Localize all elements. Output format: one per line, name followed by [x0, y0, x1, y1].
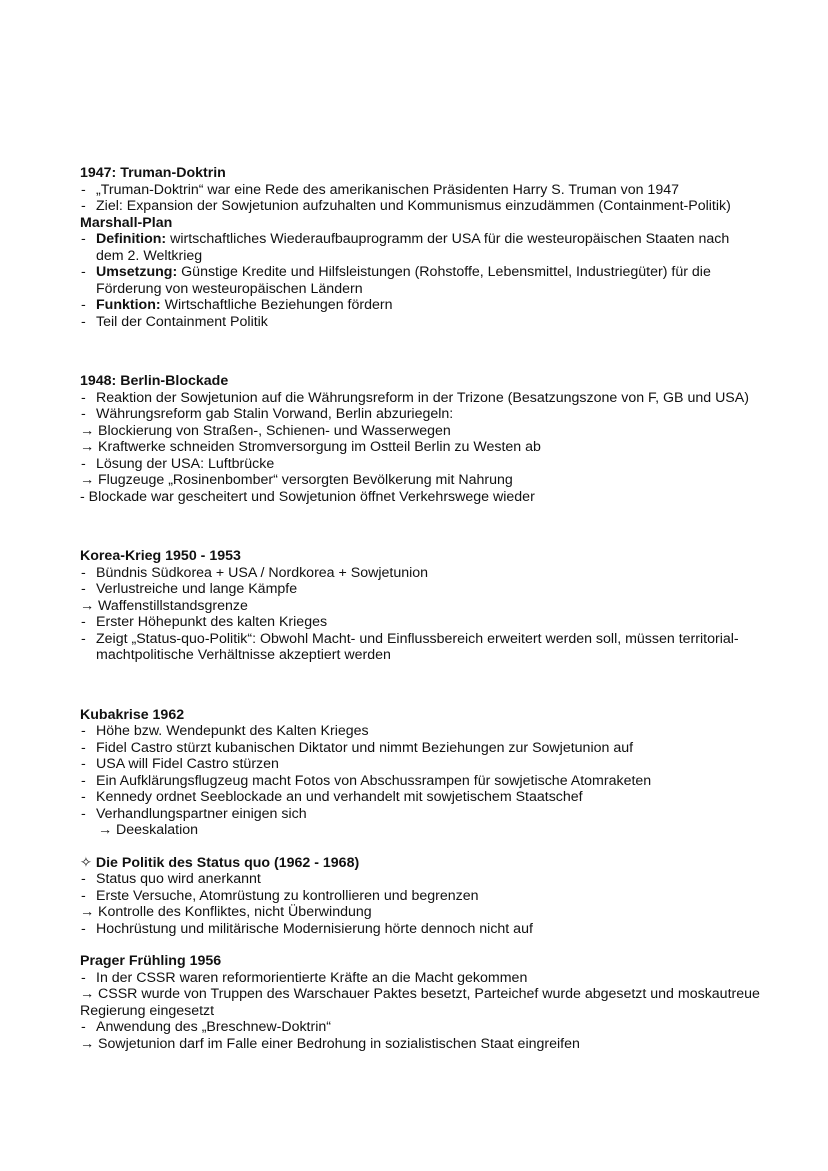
arrow-icon: →: [80, 422, 95, 439]
document-body: [80, 165, 760, 1052]
section-heading: 1948: Berlin-Blockade: [80, 373, 229, 389]
arrow-icon: →: [80, 472, 95, 488]
dash-marker: -: [81, 313, 86, 330]
item-text: Reaktion der Sowjetunion auf die Währungsreform in der Trizone (Besatzungszone von F, GB und USA): [96, 389, 749, 406]
dash-marker: -: [81, 805, 86, 822]
list-item: [80, 806, 760, 823]
list-item: [80, 888, 760, 905]
list-item: [80, 904, 760, 921]
list-item: [80, 406, 760, 423]
arrow-icon: →: [80, 904, 95, 920]
spacer: [80, 505, 760, 548]
list-item: [80, 456, 760, 473]
item-text: Kraftwerke schneiden Stromversorgung im Ostteil Berlin zu Westen ab: [98, 439, 541, 455]
item-text: USA will Fidel Castro stürzen: [96, 756, 279, 772]
list-item: [80, 723, 760, 740]
item-text: Anwendung des „Breschnew-Doktrin“: [96, 1019, 331, 1035]
item-label: Funktion:: [96, 297, 161, 313]
dash-marker: -: [81, 969, 86, 986]
item-label: Umsetzung:: [96, 264, 178, 280]
arrow-icon: →: [80, 1035, 95, 1052]
item-text: - Blockade war gescheitert und Sowjetunion öffnet Verkehrswege wieder: [80, 488, 535, 505]
item-text: Erste Versuche, Atomrüstung zu kontrollieren und begrenzen: [96, 887, 479, 904]
item-text: Verlustreiche und lange Kämpfe: [96, 581, 298, 597]
section-prager-fruehling: [80, 953, 760, 1052]
list-item: [80, 756, 760, 773]
dash-marker: -: [81, 389, 86, 406]
dash-marker: -: [81, 723, 86, 739]
dash-marker: -: [81, 564, 86, 581]
item-text: Lösung der USA: Luftbrücke: [96, 455, 275, 472]
section-korea-krieg: [80, 548, 760, 664]
item-text: Kontrolle des Konfliktes, nicht Überwindung: [98, 904, 372, 920]
dash-marker: -: [81, 871, 86, 887]
dash-marker: -: [81, 406, 86, 422]
section-status-quo: [80, 855, 760, 938]
list-item: [80, 489, 760, 506]
list-item: [80, 970, 760, 987]
list-item: [80, 871, 760, 888]
section-kubakrise: [80, 707, 760, 839]
section-truman-doktrin: [80, 165, 760, 215]
item-text: Status quo wird anerkannt: [96, 871, 261, 887]
list-item: [80, 231, 760, 264]
item-text: Deeskalation: [116, 822, 199, 838]
spacer: [80, 839, 760, 855]
arrow-icon: →: [80, 597, 95, 614]
item-text: Teil der Containment Politik: [96, 313, 268, 330]
dash-marker: -: [81, 756, 86, 772]
list-item: [80, 1019, 760, 1036]
item-text: Günstige Kredite und Hilfsleistungen (Rohstoffe, Lebensmittel, Industriegüter) für die Förderung von westeuropäischen Ländern: [96, 264, 711, 297]
list-item: [80, 789, 760, 806]
list-item: [80, 1036, 760, 1053]
dash-marker: -: [81, 198, 86, 214]
item-text: Waffenstillstandsgrenze: [98, 597, 248, 614]
dash-marker: -: [81, 772, 86, 789]
item-text: Erster Höhepunkt des kalten Krieges: [96, 614, 328, 630]
list-item: [80, 472, 760, 489]
section-heading: Kubakrise 1962: [80, 706, 185, 723]
list-item: [80, 198, 760, 215]
list-item: [80, 182, 760, 199]
section-heading: Marshall-Plan: [80, 214, 173, 231]
item-text: Ein Aufklärungsflugzeug macht Fotos von Abschussrampen für sowjetische Atomraketen: [96, 772, 652, 789]
item-text: In der CSSR waren reformorientierte Kräfte an die Macht gekommen: [96, 969, 528, 986]
list-item: [80, 581, 760, 598]
dash-marker: -: [81, 581, 86, 597]
arrow-icon: →: [98, 822, 113, 838]
section-berlin-blockade: [80, 373, 760, 505]
item-text: Flugzeuge „Rosinenbomber“ versorgten Bevölkerung mit Nahrung: [98, 472, 513, 488]
dash-marker: -: [81, 887, 86, 904]
section-heading: 1947: Truman-Doktrin: [80, 165, 226, 181]
dash-marker: -: [81, 1019, 86, 1035]
list-item: [80, 631, 760, 664]
list-item: [80, 390, 760, 407]
dash-marker: -: [81, 630, 86, 647]
list-item: [80, 921, 760, 938]
arrow-icon: →: [80, 986, 95, 1002]
spacer: [80, 937, 760, 953]
item-text: „Truman-Doktrin“ war eine Rede des amerikanischen Präsidenten Harry S. Truman von 1947: [96, 181, 679, 198]
list-item: [80, 297, 760, 314]
item-text: Höhe bzw. Wendepunkt des Kalten Krieges: [96, 723, 369, 739]
item-text: Sowjetunion darf im Falle einer Bedrohung in sozialistischen Staat eingreifen: [98, 1035, 580, 1052]
list-item: [80, 822, 760, 839]
item-label: Definition:: [96, 231, 167, 247]
section-marshall-plan: [80, 215, 760, 331]
dash-marker: -: [81, 264, 86, 280]
list-item: [80, 740, 760, 757]
item-text: Wirtschaftliche Beziehungen fördern: [164, 297, 393, 313]
item-text: Währungsreform gab Stalin Vorwand, Berlin abzuriegeln:: [96, 406, 454, 422]
item-text: Zeigt „Status-quo-Politik“: Obwohl Macht- und Einflussbereich erweitert werden soll, müssen territorial-machtpolitische Verhältnisse akzeptiert werden: [96, 630, 739, 663]
list-item: [80, 986, 760, 1019]
list-item: [80, 598, 760, 615]
list-item: [80, 565, 760, 582]
item-text: CSSR wurde von Truppen des Warschauer Paktes besetzt, Parteichef wurde abgesetzt und moskautreue Regierung eingesetzt: [80, 986, 760, 1019]
diamond-icon: ✧: [80, 854, 92, 871]
list-item: [80, 314, 760, 331]
list-item: [80, 614, 760, 631]
arrow-icon: →: [80, 439, 95, 455]
item-text: Ziel: Expansion der Sowjetunion aufzuhalten und Kommunismus einzudämmen (Containment-Politik): [96, 198, 731, 214]
item-text: wirtschaftliches Wiederaufbauprogramm der USA für die westeuropäischen Staaten nach dem 2. Weltkrieg: [96, 231, 730, 264]
spacer: [80, 664, 760, 707]
section-heading: ✧ Die Politik des Status quo (1962 - 1968): [80, 854, 360, 871]
item-text: Bündnis Südkorea + USA / Nordkorea + Sowjetunion: [96, 564, 429, 581]
dash-marker: -: [81, 920, 86, 937]
item-text: Fidel Castro stürzt kubanischen Diktator und nimmt Beziehungen zur Sowjetunion auf: [96, 739, 634, 756]
item-text: Blockierung von Straßen-, Schienen- und Wasserwegen: [98, 422, 451, 439]
item-text: Kennedy ordnet Seeblockade an und verhandelt mit sowjetischem Staatschef: [96, 789, 583, 805]
list-item: [80, 423, 760, 440]
list-item: [80, 439, 760, 456]
dash-marker: -: [81, 181, 86, 198]
section-heading: Prager Frühling 1956: [80, 953, 222, 969]
dash-marker: -: [81, 231, 86, 247]
dash-marker: -: [81, 455, 86, 472]
spacer: [80, 330, 760, 373]
dash-marker: -: [81, 789, 86, 805]
list-item: [80, 264, 760, 297]
item-text: Verhandlungspartner einigen sich: [96, 805, 307, 822]
dash-marker: -: [81, 297, 86, 313]
dash-marker: -: [81, 614, 86, 630]
section-heading: Korea-Krieg 1950 - 1953: [80, 548, 241, 564]
item-text: Hochrüstung und militärische Modernisierung hörte dennoch nicht auf: [96, 920, 533, 937]
list-item: [80, 773, 760, 790]
dash-marker: -: [81, 739, 86, 756]
